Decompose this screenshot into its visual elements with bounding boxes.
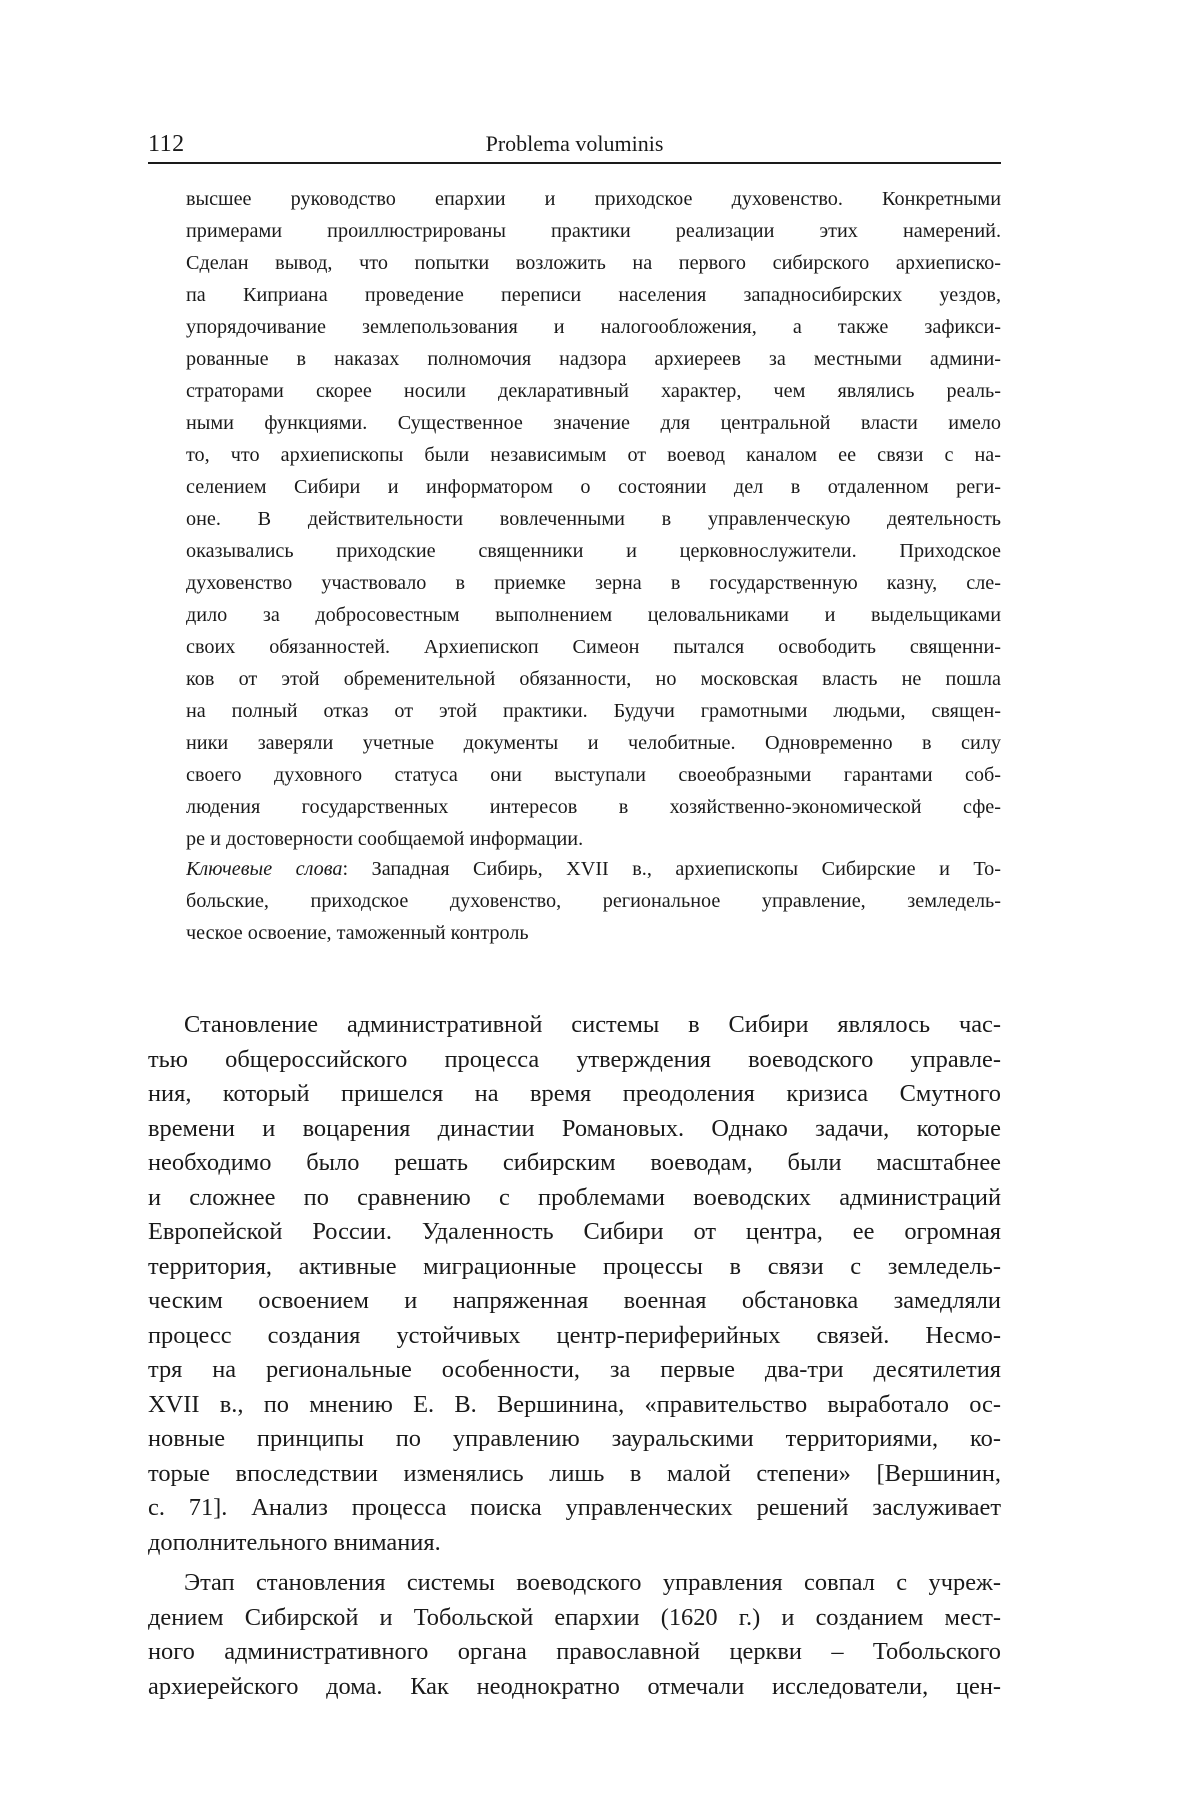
paragraph: [148, 1566, 1001, 1704]
abstract: [186, 183, 1001, 855]
abstract-line: примерами проиллюстрированы практики реализации этих намерений.: [186, 220, 1001, 242]
abstract-line: па Киприана проведение переписи населения западносибирских уездов,: [186, 284, 1001, 306]
body-line: новные принципы по управлению зауральскими территориями, ко-: [148, 1425, 1001, 1452]
abstract-line: высшее руководство епархии и приходское духовенство. Конкретными: [186, 188, 1001, 210]
body-line: с. 71]. Анализ процесса поиска управленческих решений заслуживает: [148, 1494, 1001, 1521]
keywords-line: больские, приходское духовенство, региональное управление, земледель-: [186, 890, 1001, 912]
body-line: времени и воцарения династии Романовых. Однако задачи, которые: [148, 1114, 1001, 1142]
body-line: Становление административной системы в Сибири являлось час-: [184, 1011, 1001, 1038]
body-line: процесс создания устойчивых центр-периферийных связей. Несмо-: [148, 1321, 1001, 1349]
abstract-line: ными функциями. Существенное значение для центральной власти имело: [186, 412, 1001, 434]
abstract-line: на полный отказ от этой практики. Будучи грамотными людьми, священ-: [186, 700, 1001, 722]
body-line: дением Сибирской и Тобольской епархии (1620 г.) и созданием мест-: [148, 1603, 1001, 1631]
abstract-line: своих обязанностей. Архиепископ Симеон пытался освободить священни-: [186, 636, 1001, 658]
abstract-line: ники заверяли учетные документы и челобитные. Одновременно в силу: [186, 732, 1001, 754]
body-line: тря на региональные особенности, за первые два-три десятилетия: [148, 1356, 1001, 1383]
body-text: [148, 1008, 1001, 1704]
body-line: ческим освоением и напряженная военная обстановка замедляли: [148, 1287, 1001, 1314]
abstract-line: ре и достоверности сообщаемой информации.: [186, 828, 584, 850]
body-line: ния, который пришелся на время преодоления кризиса Смутного: [148, 1080, 1001, 1107]
abstract-line: упорядочивание землепользования и налогообложения, а также зафикси-: [186, 316, 1001, 338]
body-line: необходимо было решать сибирским воеводам, были масштабнее: [148, 1149, 1001, 1176]
body-line: XVII в., по мнению Е. В. Вершинина, «правительство выработало ос-: [148, 1390, 1001, 1418]
abstract-line: рованные в наказах полномочия надзора архиереев за местными админи-: [186, 348, 1001, 370]
abstract-line: страторами скорее носили декларативный характер, чем являлись реаль-: [186, 380, 1001, 402]
running-header: [148, 128, 1001, 164]
abstract-line: своего духовного статуса они выступали своеобразными гарантами соб-: [186, 764, 1001, 786]
abstract-line: оказывались приходские священники и церковнослужители. Приходское: [186, 540, 1001, 562]
keywords-block: [186, 853, 1001, 949]
body-line: тью общероссийского процесса утверждения воеводского управле-: [148, 1045, 1001, 1073]
abstract-line: духовенство участвовало в приемке зерна в государственную казну, сле-: [186, 572, 1001, 594]
body-line: Европейской России. Удаленность Сибири от центра, ее огромная: [148, 1218, 1001, 1245]
keywords-line: ческое освоение, таможенный контроль: [186, 922, 529, 944]
keywords-text: : Западная Сибирь, XVII в., архиепископы Сибирские и То-: [342, 858, 1001, 880]
body-line: Этап становления системы воеводского управления совпал с учреж-: [184, 1569, 1001, 1596]
abstract-line: селением Сибири и информатором о состоянии дел в отдаленном реги-: [186, 476, 1001, 498]
body-line: дополнительного внимания.: [148, 1528, 441, 1556]
keywords-label: Ключевые слова: [186, 858, 343, 880]
journal-title: Problema voluminis: [485, 131, 664, 156]
abstract-line: Сделан вывод, что попытки возложить на первого сибирского архиеписко-: [186, 252, 1001, 274]
body-line: ного административного органа православной церкви – Тобольского: [148, 1638, 1001, 1665]
page-number: 112: [148, 131, 185, 157]
abstract-line: ков от этой обременительной обязанности, но московская власть не пошла: [186, 668, 1001, 690]
abstract-line: людения государственных интересов в хозяйственно-экономической сфе-: [186, 796, 1001, 818]
body-line: и сложнее по сравнению с проблемами воеводских администраций: [148, 1183, 1001, 1211]
abstract-line: оне. В действительности вовлеченными в управленческую деятельность: [186, 508, 1001, 530]
body-line: архиерейского дома. Как неоднократно отмечали исследователи, цен-: [148, 1672, 1001, 1700]
keywords-line: [186, 853, 1001, 885]
paragraph: [148, 1008, 1001, 1560]
abstract-line: дило за добросовестным выполнением целовальниками и выдельщиками: [186, 604, 1001, 626]
body-line: торые впоследствии изменялись лишь в малой степени» [Вершинин,: [148, 1459, 1001, 1487]
body-line: территория, активные миграционные процессы в связи с земледель-: [148, 1252, 1001, 1280]
abstract-line: то, что архиепископы были независимым от воевод каналом ее связи с на-: [186, 444, 1001, 466]
